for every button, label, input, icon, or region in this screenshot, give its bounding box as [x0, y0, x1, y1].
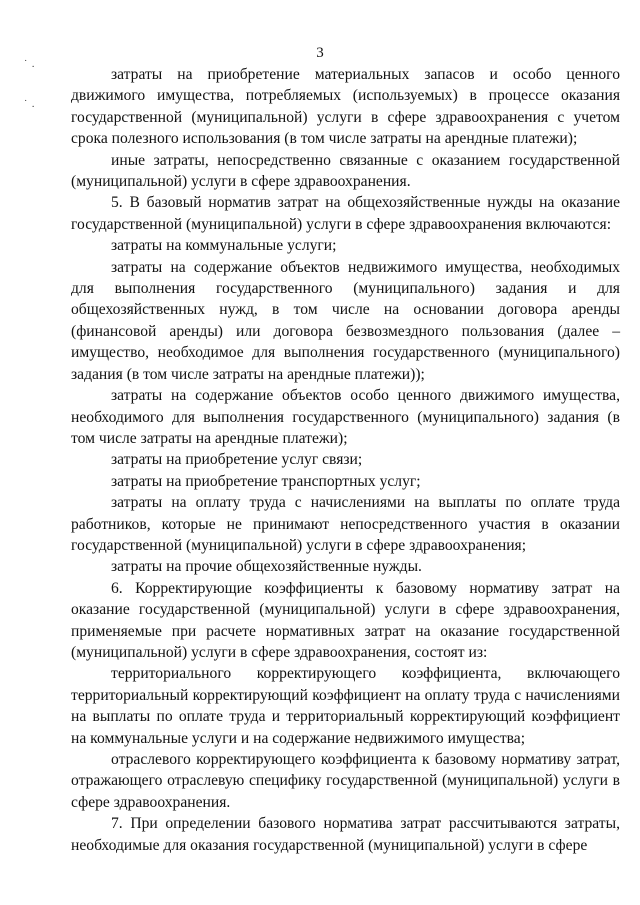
paragraph: иные затраты, непосредственно связанные с оказанием государственной (муниципальной) услуги в сфере здравоохранения. — [71, 151, 620, 191]
paragraph: затраты на прочие общехозяйственные нужды. — [111, 558, 422, 576]
scan-mark: ˙ . — [24, 59, 36, 70]
paragraph: затраты на оплату труда с начислениями на выплаты по оплате труда работников, которые не принимают непосредственного участия в оказании государственной (муниципальной) услуги в сфере здравоохранения; — [71, 494, 620, 554]
paragraph: 5. В базовый норматив затрат на общехозяйственные нужды на оказание государственной (муниципальной) услуги в сфере здравоохранения включаются: — [71, 194, 620, 233]
paragraph: затраты на приобретение услуг связи; — [111, 451, 363, 469]
paragraph: затраты на содержание объектов особо ценного движимого имущества, необходимого для выполнения государственного (муниципального) задания (в том числе затраты на арендные платежи); — [71, 387, 620, 447]
paragraph: затраты на приобретение материальных запасов и особо ценного движимого имущества, потребляемых (используемых) в процессе оказания государственной (муниципальной) услуги в сфере здравоохранения с учетом срока полезного использования (в том числе затраты на арендные платежи); — [71, 66, 620, 148]
document-body — [71, 64, 620, 856]
paragraph: 7. При определении базового норматива затрат рассчитываются затраты, необходимые для оказания государственной (муниципальной) услуги в сфере — [71, 815, 620, 854]
page-number: 3 — [316, 45, 324, 61]
paragraph: 6. Корректирующие коэффициенты к базовому нормативу затрат на оказание государственной (муниципальной) услуги в сфере здравоохранения, применяемые при расчете нормативных затрат на оказание государственной (муниципальной) услуги в сфере здравоохранения, состоят из: — [71, 579, 620, 661]
scan-mark: ˙ . — [24, 99, 36, 110]
paragraph: затраты на содержание объектов недвижимого имущества, необходимых для выполнения государственного (муниципального) задания и для общехозяйственных нужд, в том числе на основании договора аренды (финансовой аренды) или договора безвозмездного пользования (далее – имущество, необходимое для выполнения государственного (муниципального) задания (в том числе затраты на арендные платежи)); — [71, 258, 620, 383]
paragraph: затраты на приобретение транспортных услуг; — [111, 472, 421, 490]
paragraph: затраты на коммунальные услуги; — [111, 237, 337, 255]
paragraph: отраслевого корректирующего коэффициента к базовому нормативу затрат, отражающего отраслевую специфику государственной (муниципальной) услуги в сфере здравоохранения. — [71, 751, 620, 811]
paragraph: территориального корректирующего коэффициента, включающего территориальный корректирующий коэффициент на оплату труда с начислениями на выплаты по оплате труда и территориальный корректирующий коэффициент на коммунальные услуги и на содержание недвижимого имущества; — [71, 665, 620, 747]
